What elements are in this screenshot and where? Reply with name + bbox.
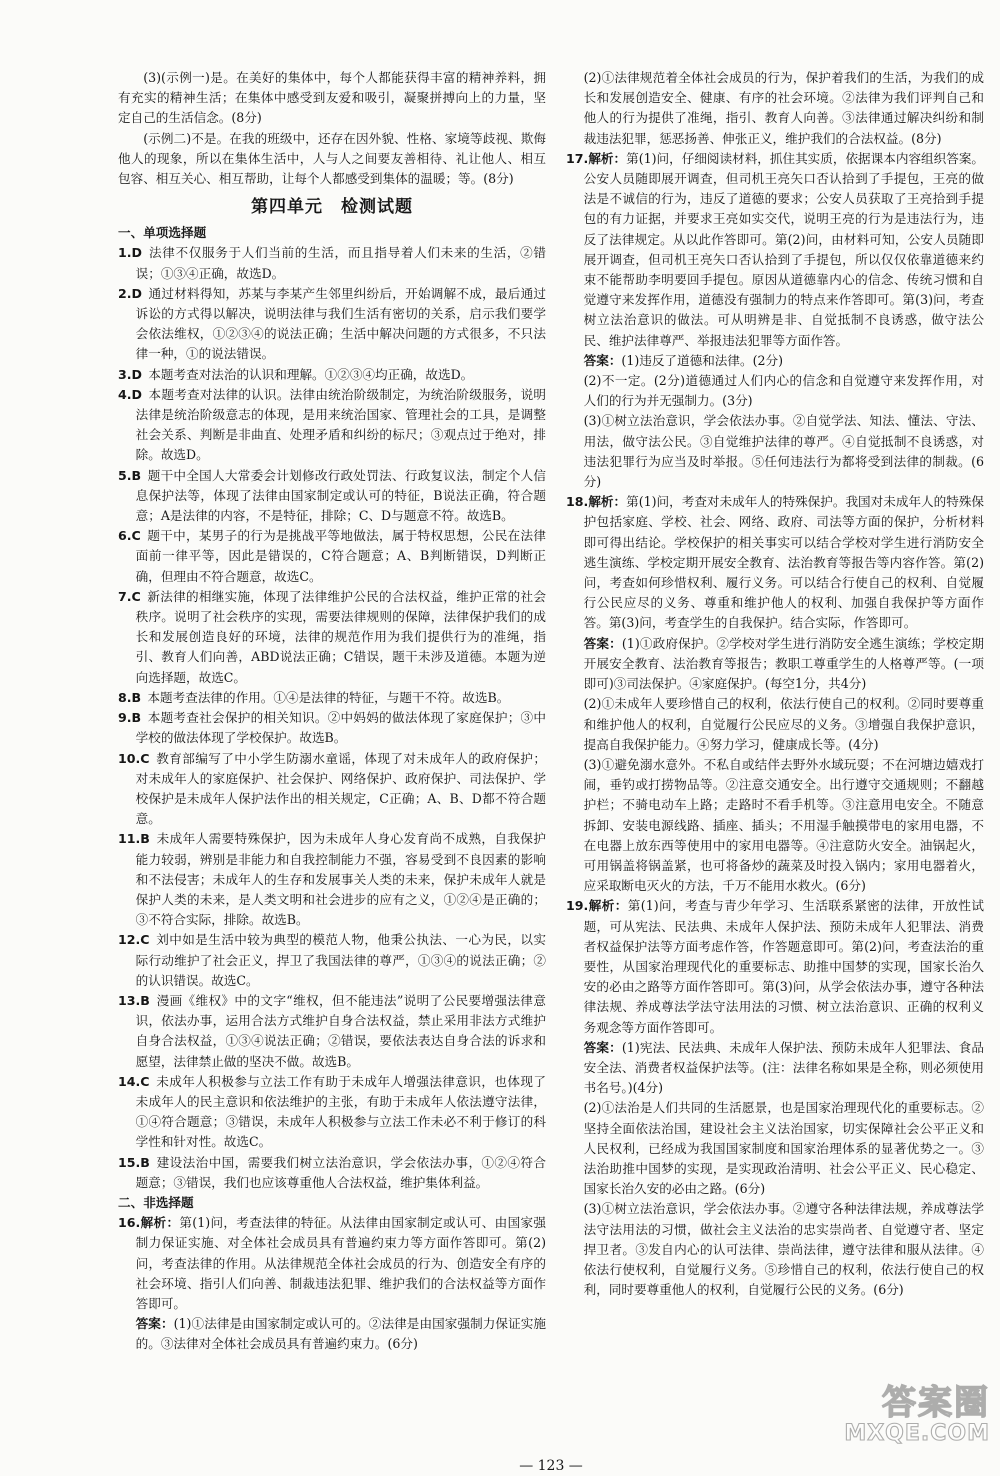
q17-answer-1 [566,351,984,371]
answer-item-number: 10.C [118,750,150,766]
answer-item-number: 11.B [118,831,150,847]
answer-item [118,991,546,1072]
q18-answer-1 [566,634,984,695]
answer-item [118,243,546,283]
answer-item-text: 本题考查对法律的认识。法律由统治阶级制定，为统治阶级服务，说明法律是统治阶级意志的体现，是用来统治国家、管理社会的工具，是调整社会关系、判断是非曲直、处理矛盾和纠纷的标尺；③观点过于绝对，排除。故选D。 [135,386,546,463]
q19-answer-1 [566,1038,984,1099]
answer-item-number: 15.B [118,1154,150,1170]
multiple-choice-answers [118,243,546,1193]
answer-item-text: 本题考查对法治的认识和理解。①②③④均正确，故选D。 [148,366,474,382]
answer-item-number: 3.D [118,366,143,382]
unit-title: 第四单元 检测试题 [251,197,413,218]
q16-answer-text: (1)①法律是由国家制定或认可的。②法律是由国家强制力保证实施的。③法律对全体社会成员具有普遍约束力。(6分) [135,1316,547,1352]
answer-item-number: 14.C [118,1073,150,1089]
q17-answer-2: (2)不一定。(2分)道德通过人们内心的信念和自觉遵守来发挥作用，对人们的行为并无强制力。(3分) [583,373,984,409]
left-column [118,68,546,1355]
q17-analysis-text: 第(1)问，仔细阅读材料，抓住其实质，依据课本内容组织答案。公安人员随即展开调查，但司机王亮矢口否认拾到了手提包，王亮的做法是不诚信的行为，违反了道德的要求；公安人员获取了王亮拾到手提包的有力证据，并要求王亮如实交代，说明王亮的行为是违法行为，违反了法律规定。从以此作答即可。第(2)问，由材料可知，公安人员随即展开调查，但司机王亮矢口否认拾到了手提包，所以仅仅依靠道德来约束不能帮助李明要回手提包。原因从道德靠内心的信念、传统习惯和自觉遵守来发挥作用，道德没有强制力的特点来作答即可。第(3)问，考查树立法治意识的做法。可从明辨是非、自觉抵制不良诱惑，做守法公民、维护法律尊严、举报违法犯罪等方面作答。 [583,150,985,348]
answer-item-text: 教育部编写了中小学生防溺水童谣，体现了对未成年人的政府保护；对未成年人的家庭保护、社会保护、网络保护、政府保护、司法保护、学校保护是未成年人保护法作出的相关规定，C正确；A、B、D都不符合题意。 [135,750,546,827]
section-heading-non-choice: 二、非选择题 [118,1194,194,1210]
q16-analysis-label: 解析： [140,1215,180,1231]
answer-item-number: 4.D [118,386,143,402]
q18-answer-2: (2)①未成年人要珍惜自己的权利，依法行使自己的权利。②同时要尊重和维护他人的权利，自觉履行公民应尽的义务。③增强自我保护意识，提高自我保护能力。④努力学习，健康成长等。(4分) [583,696,984,752]
watermark [844,1384,990,1446]
q17-answer-3: (3)①树立法治意识，学会依法办事。②自觉学法、知法、懂法、守法、用法，做守法公民。③自觉维护法律的尊严。④自觉抵制不良诱惑，对违法犯罪行为应当及时举报。⑤任何违法行为都将受到法律的制裁。(6分) [583,413,984,490]
q16-analysis [118,1213,546,1314]
q17-answer-1-text: (1)违反了道德和法律。(2分) [621,352,784,368]
answer-item [118,930,546,991]
q19-answer-2: (2)①法治是人们共同的生活愿景，也是国家治理现代化的重要标志。②坚持全面依法治国，建设社会主义法治国家，切实保障社会公平正义和人民权利，已经成为我国国家制度和国家治理体系的显著优势之一。③法治助推中国梦的实现，是实现政治清明、社会公平正义、民心稳定、国家长治久安的必由之路。(6分) [583,1100,984,1197]
answer-item [118,688,546,708]
q16-answer-part2: (2)①法律规范着全体社会成员的行为，保护着我们的生活，为我们的成长和发展创造安全、健康、有序的社会环境。②法律为我们评判自己和他人的行为提供了准绳，指引、教育人向善。③法律通过解决纠纷和制裁违法犯罪，惩恶扬善、伸张正义，维护我们的合法权益。(8分) [583,70,984,146]
answer-item [118,365,546,385]
right-column [566,68,984,1300]
q19-answer-3: (3)①树立法治意识，学会依法办事。②遵守各种法律法规，养成尊法学法守法用法的习惯，做社会主义法治的忠实崇尚者、自觉遵守者、坚定捍卫者。③发自内心的认可法律、崇尚法律，遵守法律和服从法律。④依法行使权利，自觉履行义务。⑤珍惜自己的权利，依法行使自己的权利，同时要尊重他人的权利，自觉履行公民的义务。(6分) [583,1201,984,1298]
q18-answer-label: 答案： [583,635,622,651]
q16-answer-label: 答案： [135,1316,174,1332]
answer-item-text: 未成年人需要特殊保护，因为未成年人身心发育尚不成熟，自我保护能力较弱，辨别是非能力和自我控制能力不强，容易受到不良因素的影响和不法侵害；未成年人的生存和发展事关人类的未来，保护未成年人就是保护人类的未来，是人类文明和社会进步的应有之义，①②④是正确的；③不符合实际，排除。故选B。 [135,831,546,928]
q18-analysis [566,492,984,633]
answer-item-text: 未成年人积极参与立法工作有助于未成年人增强法律意识，也体现了未成年人的民主意识和依法维护的主张，有助于未成年人依法遵守法律，①④符合题意；③错误，未成年人积极参与立法工作未必不利于修订的科学性和针对性。故选C。 [135,1073,546,1150]
answer-item-text: 题干中全国人大常委会计划修改行政处罚法、行政复议法，制定个人信息保护法等，体现了法律由国家制定或认可的特征，B说法正确，符合题意；A是法律的内容，不是特征，排除；C、D与题意不符。故选B。 [135,467,546,524]
answer-item-text: 题干中，某男子的行为是挑战平等地做法，属于特权思想，公民在法律面前一律平等，因此是错误的，C符合题意；A、B判断错误，D判断正确，但理由不符合题意，故选C。 [135,528,546,584]
answer-item [118,587,546,688]
q16-analysis-text: 第(1)问，考查法律的特征。从法律由国家制定或认可、由国家强制力保证实施、对全体社会成员具有普遍约束力等方面作答即可。第(2)问，考查法律的作用。从法律规范全体社会成员的行为、创造安全有序的社会环境、指引人们向善、制裁违法犯罪、维护我们的合法权益等方面作答即可。 [135,1215,546,1311]
answer-item [118,526,546,587]
answer-item-text: 法律不仅服务于人们当前的生活，而且指导着人们未来的生活，②错误；①③④正确，故选D。 [135,245,546,281]
q18-analysis-label: 解析： [588,494,627,510]
answer-item [118,284,546,365]
answer-item [118,708,546,748]
answer-item-text: 本题考查法律的作用。①④是法律的特征，与题干不符。故选B。 [147,689,510,705]
answer-item-text: 漫画《维权》中的文字“维权，但不能违法”说明了公民要增强法律意识，依法办事，运用合法方式维护自身合法权益，禁止采用非法方式维护自身合法权益，①③④说法正确；②错误，要依法表达自身合法的诉求和愿望，法律禁止做的坚决不做。故选B。 [135,992,546,1069]
q16-number: 16. [118,1215,141,1231]
q17-number: 17. [566,150,589,166]
q19-analysis-label: 解析： [588,898,628,914]
answer-item-text: 刘中如是生活中较为典型的模范人物，他秉公执法、一心为民，以实际行动维护了社会正义，捍卫了我国法律的尊严，①③④的说法正确；②的认识错误。故选C。 [135,932,546,988]
answer-item [118,1153,546,1193]
q19-answer-1-text: (1)宪法、民法典、未成年人保护法、预防未成年人犯罪法、食品安全法、消费者权益保护法等。(注：法律名称如果是全称，则必须使用书名号。)(4分) [583,1039,985,1096]
answer-item-number: 8.B [118,689,142,705]
answer-item-number: 2.D [118,285,143,301]
q18-answer-3: (3)①避免溺水意外。不私自或结伴去野外水域玩耍；不在河塘边嬉戏打闹，垂钓或打捞物品等。②注意交通安全。出行遵守交通规则；不翻越护栏；不骑电动车上路；走路时不看手机等。③注意用电安全。不随意拆卸、安装电源线路、插座、插头；不用湿手触摸带电的家用电器，不在电器上放东西等使用中的家用电器等。④注意防火安全。油锅起火，可用锅盖将锅盖紧，也可将备炒的蔬菜及时投入锅内；家用电器着火，应采取断电灭火的方法，千万不能用水救火。(6分) [583,756,984,894]
answer-item [118,1072,546,1153]
q17-analysis-label: 解析： [588,150,627,166]
q17-analysis [566,149,984,351]
q18-analysis-text: 第(1)问，考查对未成年人的特殊保护。我国对未成年人的特殊保护包括家庭、学校、社会、网络、政府、司法等方面的保护，分析材料即可得出结论。学校保护的相关事实可以结合学校对学生进行消防安全逃生演练、学校定期开展安全教育、法治教育等报告等内容作答。第(2)问，考查如何珍惜权利、履行义务。可以结合行使自己的权利、自觉履行公民应尽的义务、尊重和维护他人的权利、加强自我保护等方面作答。第(3)问，考查学生的自我保护。结合实际，作答即可。 [583,494,985,631]
answer-item-number: 5.B [118,467,142,483]
q18-number: 18. [566,494,589,510]
answer-item [118,749,546,830]
q19-analysis-text: 第(1)问，考查与青少年学习、生活联系紧密的法律，开放性试题，可从宪法、民法典、未成年人保护法、预防未成年人犯罪法、消费者权益保护法等方面考虑作答，作答题意即可。第(2)问，考查法治的重要性，从国家治理现代化的重要标志、助推中国梦的实现，国家长治久安的必由之路等方面作答即可。第(3)问，从学会依法办事，遵守各种法律法规、养成尊法学法守法用法的习惯、树立法治意识、正确的权利义务观念等方面作答即可。 [583,898,984,1035]
q19-number: 19. [566,898,589,914]
q19-answer-label: 答案： [583,1039,622,1055]
watermark-url: MXQE.COM [844,1421,990,1446]
answer-item-number: 12.C [118,932,150,948]
watermark-logo: 答案圈 [882,1383,990,1423]
q17-answer-label: 答案： [583,352,622,368]
answer-item-text: 新法律的相继实施，体现了法律维护公民的合法权益，维护正常的社会秩序。说明了社会秩序的实现，需要法律规则的保障，法律保护我们的成长和发展创造良好的环境，法律的规范作用为我们提供行为的准绳，指引、教育人们向善，ABD说法正确；C错误，题干未涉及道德。本题为逆向选择题，故选C。 [135,588,546,685]
answer-item-number: 9.B [118,710,142,726]
section-heading-multiple-choice: 一、单项选择题 [118,225,207,241]
answer-item [118,466,546,527]
intro-paragraph-2: (示例二)不是。在我的班级中，还存在因外貌、性格、家境等歧视、欺侮他人的现象，所以在集体生活中，人与人之间要友善相待、礼让他人、相互包容、相互关心、相互帮助，让每个人都感受到集体的温暖；等。(8分) [118,130,546,187]
intro-paragraph-1: (3)(示例一)是。在美好的集体中，每个人都能获得丰富的精神养料，拥有充实的精神生活；在集体中感受到友爱和吸引，凝聚拼搏向上的力量，坚定自己的生活信念。(8分) [118,70,546,126]
answer-item-number: 7.C [118,588,141,604]
answer-item-number: 1.D [118,245,143,261]
answer-item [118,385,546,466]
q19-analysis [566,896,984,1037]
answer-item-number: 13.B [118,992,150,1008]
page-number: — 123 — [519,1458,583,1474]
q16-answer [118,1314,546,1354]
answer-item-text: 通过材料得知，苏某与李某产生邻里纠纷后，开始调解不成，最后通过诉讼的方式得以解决，说明法律与我们生活有密切的关系，启示我们要学会依法维权，①②③④的说法正确；生活中解决问题的方式很多，不只法律一种，①的说法错误。 [135,285,546,362]
answer-item-text: 建设法治中国，需要我们树立法治意识，学会依法办事，①②④符合题意；③错误，我们也应该尊重他人合法权益，维护集体利益。 [135,1154,546,1190]
answer-item-text: 本题考查社会保护的相关知识。②中妈妈的做法体现了家庭保护；③中学校的做法体现了学校保护。故选B。 [135,710,546,746]
answer-item [118,829,546,930]
q18-answer-1-text: (1)①政府保护。②学校对学生进行消防安全逃生演练；学校定期开展安全教育、法治教育等报告；教职工尊重学生的人格尊严等。(一项即可)③司法保护。④家庭保护。(每空1分，共4分) [583,635,985,692]
answer-item-number: 6.C [118,528,141,544]
